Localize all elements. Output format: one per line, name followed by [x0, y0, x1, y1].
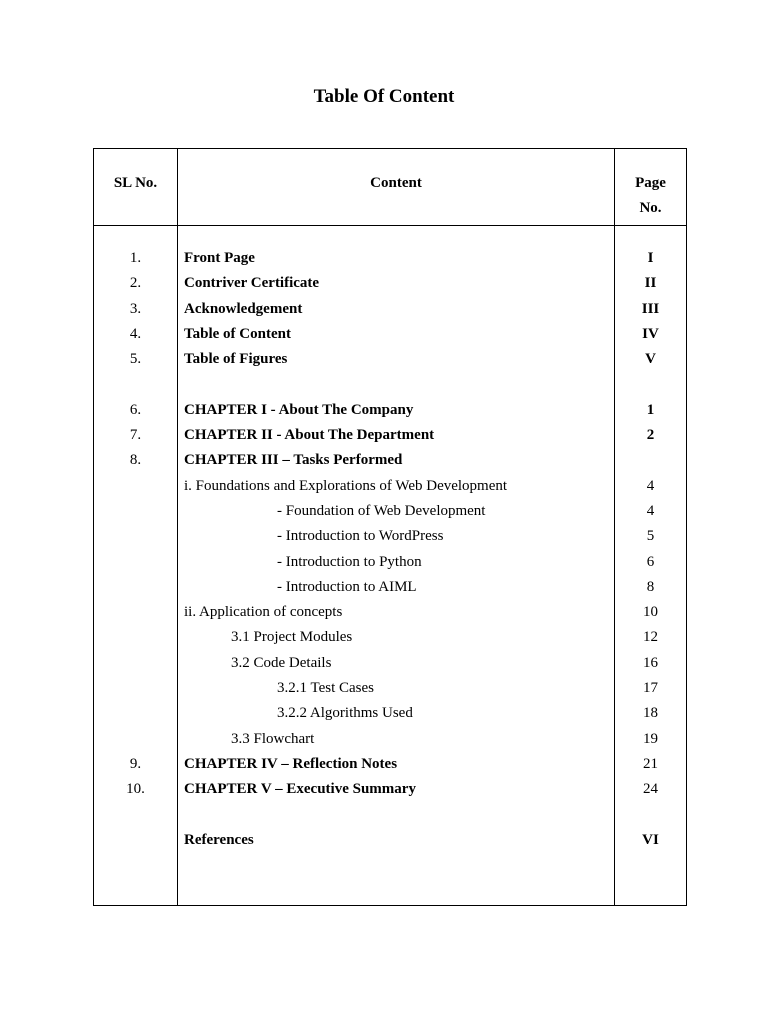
table-row	[94, 246, 686, 271]
table-row	[94, 651, 686, 676]
row-page: I	[647, 250, 654, 266]
row-content: Acknowledgement	[184, 300, 303, 317]
row-number: 9.	[129, 755, 142, 772]
row-content: Table of Figures	[184, 351, 288, 368]
row-page: 2	[646, 427, 655, 444]
row-spacer	[94, 372, 686, 397]
table-row	[94, 423, 686, 448]
table-row	[94, 550, 686, 575]
row-page: 16	[643, 654, 658, 671]
row-page: 1	[646, 401, 655, 418]
row-page: 10	[643, 604, 658, 621]
table-row	[94, 625, 686, 650]
header-page-no	[615, 171, 686, 221]
table-row	[94, 347, 686, 372]
row-page: 4	[646, 477, 655, 494]
header-sl-no: SL No.	[113, 175, 158, 191]
toc-table	[93, 148, 687, 906]
table-row	[94, 499, 686, 524]
row-number: 10.	[126, 781, 145, 798]
row-content: Front Page	[184, 250, 255, 266]
row-content: - Introduction to AIML	[277, 578, 417, 595]
row-content: 3.1 Project Modules	[231, 629, 353, 646]
row-page: 21	[643, 755, 658, 772]
table-row	[94, 575, 686, 600]
row-content: References	[184, 831, 254, 848]
table-row	[94, 524, 686, 549]
table-row	[94, 271, 686, 296]
row-content: - Foundation of Web Development	[277, 502, 486, 519]
table-row	[94, 777, 686, 802]
row-number: 1.	[129, 250, 142, 266]
table-row	[94, 448, 686, 473]
row-content: 3.2.1 Test Cases	[277, 680, 375, 697]
row-number: 4.	[129, 325, 142, 342]
row-content: CHAPTER I - About The Company	[184, 401, 414, 418]
row-page: VI	[642, 831, 659, 848]
table-row	[94, 600, 686, 625]
row-page: V	[645, 351, 656, 368]
row-content: 3.2.2 Algorithms Used	[277, 705, 413, 722]
row-content: - Introduction to WordPress	[277, 528, 444, 545]
header-content: Content	[370, 175, 422, 191]
row-page: 6	[646, 553, 655, 570]
table-row	[94, 828, 686, 853]
table-row	[94, 474, 686, 499]
row-content: Contriver Certificate	[184, 275, 320, 292]
table-row	[94, 701, 686, 726]
header-page-line2: No.	[639, 200, 662, 216]
table-row	[94, 676, 686, 701]
row-number: 7.	[129, 427, 142, 444]
row-spacer	[94, 803, 686, 828]
row-page: 17	[643, 680, 658, 697]
row-page: 12	[643, 629, 658, 646]
row-page: 24	[643, 781, 658, 798]
row-number: 8.	[129, 452, 142, 469]
row-page: 19	[643, 730, 658, 747]
row-number: 6.	[129, 401, 142, 418]
table-row	[94, 398, 686, 423]
table-row	[94, 297, 686, 322]
row-content: CHAPTER V – Executive Summary	[184, 781, 416, 798]
table-row	[94, 727, 686, 752]
row-content: 3.2 Code Details	[231, 654, 332, 671]
row-content: - Introduction to Python	[277, 553, 422, 570]
row-number: 3.	[129, 300, 142, 317]
row-content: CHAPTER II - About The Department	[184, 427, 435, 444]
toc-rows	[94, 246, 686, 853]
row-page: 4	[646, 502, 655, 519]
row-number: 5.	[129, 351, 142, 368]
header-divider	[94, 225, 686, 226]
table-row	[94, 752, 686, 777]
row-page: IV	[642, 325, 659, 342]
row-content: 3.3 Flowchart	[231, 730, 315, 747]
table-row	[94, 322, 686, 347]
row-page: 5	[646, 528, 655, 545]
row-page: 18	[643, 705, 658, 722]
row-page: III	[641, 300, 660, 317]
page-title: Table Of Content	[313, 86, 455, 107]
row-content: i. Foundations and Explorations of Web Development	[184, 477, 508, 494]
row-content: CHAPTER III – Tasks Performed	[184, 452, 403, 469]
row-content: Table of Content	[184, 325, 291, 342]
row-page: II	[644, 275, 657, 292]
row-number: 2.	[129, 275, 142, 292]
row-content: CHAPTER IV – Reflection Notes	[184, 755, 398, 772]
row-page: 8	[646, 578, 655, 595]
header-page-line1: Page	[635, 175, 666, 191]
row-content: ii. Application of concepts	[184, 604, 343, 621]
